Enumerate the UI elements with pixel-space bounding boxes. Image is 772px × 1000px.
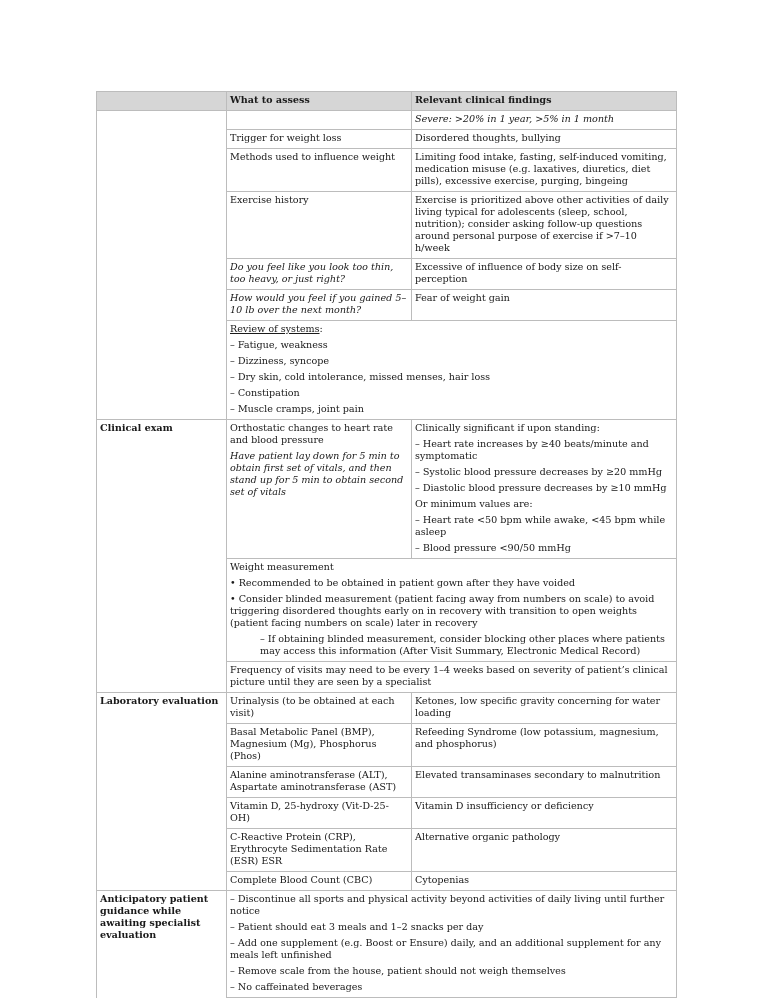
assess-cell: Methods used to influence weight (227, 149, 412, 192)
table-row (97, 111, 677, 130)
guidance-label: Anticipatory patient guidance while awaiting specialist evaluation (97, 891, 227, 998)
severe-assess-cell (227, 111, 412, 130)
lab-finding-cell: Vitamin D insufficiency or deficiency (412, 798, 677, 829)
orthostatic-finding: Or minimum values are: (415, 499, 533, 510)
history-label-cell (97, 111, 227, 130)
table-row (97, 130, 677, 149)
lab-assess-cell: Vitamin D, 25-hydroxy (Vit-D-25-OH) (227, 798, 412, 829)
lab-finding-cell: Refeeding Syndrome (low potassium, magnesium, and phosphorus) (412, 724, 677, 767)
weight-title: Weight measurement (230, 562, 334, 573)
finding-cell: Fear of weight gain (412, 290, 677, 321)
table-row (97, 192, 677, 259)
table-row (97, 872, 677, 891)
header-clinical-findings: Relevant clinical findings (412, 92, 677, 111)
lab-assess-cell: Complete Blood Count (CBC) (227, 872, 412, 891)
orthostatic-findings-cell (412, 420, 677, 559)
ros-colon: : (319, 324, 323, 335)
guidance-cell (227, 891, 677, 998)
assess-cell: Do you feel like you look too thin, too heavy, or just right? (227, 259, 412, 290)
orthostatic-finding: – Blood pressure <90/50 mmHg (415, 543, 571, 554)
table-row (97, 420, 677, 559)
table-row (97, 662, 677, 693)
weight-bullet: • Consider blinded measurement (patient facing away from numbers on scale) to avoid triggering disordered thoughts early on in recovery with transition to open weights (patient facing numbers on scale) later in recovery (230, 594, 655, 629)
table-row (97, 149, 677, 192)
weight-measurement-cell (227, 559, 677, 662)
table-row (97, 798, 677, 829)
lab-assess-cell: Urinalysis (to be obtained at each visit) (227, 693, 412, 724)
review-of-systems-cell (227, 321, 677, 420)
assess-cell: Trigger for weight loss (227, 130, 412, 149)
orthostatic-title: Orthostatic changes to heart rate and blood pressure (230, 423, 393, 446)
ros-item: – Dizziness, syncope (230, 356, 330, 367)
guidance-item: – No caffeinated beverages (230, 982, 363, 993)
ros-title-line (230, 324, 673, 336)
weight-bullet: • Recommended to be obtained in patient gown after they have voided (230, 578, 576, 589)
clinical-exam-label: Clinical exam (97, 420, 227, 559)
ros-item: – Muscle cramps, joint pain (230, 404, 364, 415)
guidance-item: – Remove scale from the house, patient should not weigh themselves (230, 966, 566, 977)
lab-assess-cell: Alanine aminotransferase (ALT), Aspartate aminotransferase (AST) (227, 767, 412, 798)
orthostatic-finding: – Heart rate increases by ≥40 beats/minute and symptomatic (415, 439, 649, 462)
ros-item: – Constipation (230, 388, 300, 399)
lab-finding-cell: Ketones, low specific gravity concerning for water loading (412, 693, 677, 724)
table-row (97, 724, 677, 767)
lab-assess-cell: C-Reactive Protein (CRP), Erythrocyte Sedimentation Rate (ESR) ESR (227, 829, 412, 872)
orthostatic-finding: Clinically significant if upon standing: (415, 423, 600, 434)
table-row (97, 891, 677, 998)
lab-finding-cell: Cytopenias (412, 872, 677, 891)
orthostatic-finding: – Systolic blood pressure decreases by ≥20 mmHg (415, 467, 663, 478)
orthostatic-note: Have patient lay down for 5 min to obtain first set of vitals, and then stand up for 5 min to obtain second set of vitals (230, 451, 404, 498)
orthostatic-finding: – Diastolic blood pressure decreases by ≥10 mmHg (415, 483, 667, 494)
assess-cell: Exercise history (227, 192, 412, 259)
finding-cell: Limiting food intake, fasting, self-induced vomiting, medication misuse (e.g. laxatives, diuretics, diet pills), excessive exercise, purging, bingeing (412, 149, 677, 192)
table-row (97, 321, 677, 420)
table-row (97, 693, 677, 724)
finding-cell: Excessive of influence of body size on self-perception (412, 259, 677, 290)
orthostatic-finding: – Heart rate <50 bpm while awake, <45 bpm while asleep (415, 515, 666, 538)
header-what-to-assess: What to assess (227, 92, 412, 111)
finding-cell: Exercise is prioritized above other activities of daily living typical for adolescents (sleep, school, nutrition); consider asking follow-up questions around personal purpose of exercise if >7–10 h/week (412, 192, 677, 259)
ros-item: – Dry skin, cold intolerance, missed menses, hair loss (230, 372, 491, 383)
table-row (97, 290, 677, 321)
visit-frequency: Frequency of visits may need to be every 1–4 weeks based on severity of patient’s clinical picture until they are seen by a specialist (227, 662, 677, 693)
lab-finding-cell: Elevated transaminases secondary to malnutrition (412, 767, 677, 798)
weight-sub-bullet: – If obtaining blinded measurement, consider blocking other places where patients may access this information (After Visit Summary, Electronic Medical Record) (260, 634, 665, 657)
finding-cell: Disordered thoughts, bullying (412, 130, 677, 149)
guidance-item: – Discontinue all sports and physical activity beyond activities of daily living until further notice (230, 894, 665, 917)
table-row (97, 767, 677, 798)
ros-title: Review of systems (230, 324, 320, 335)
table-row (97, 829, 677, 872)
lab-finding-cell: Alternative organic pathology (412, 829, 677, 872)
guidance-item: – Add one supplement (e.g. Boost or Ensure) daily, and an additional supplement for any meals left unfinished (230, 938, 662, 961)
header-col1 (97, 92, 227, 111)
assess-cell: How would you feel if you gained 5–10 lb over the next month? (227, 290, 412, 321)
lab-assess-cell: Basal Metabolic Panel (BMP), Magnesium (Mg), Phosphorus (Phos) (227, 724, 412, 767)
table-row (97, 559, 677, 662)
severe-note: Severe: >20% in 1 year, >5% in 1 month (412, 111, 677, 130)
table-row (97, 259, 677, 290)
ros-item: – Fatigue, weakness (230, 340, 328, 351)
guidance-item: – Patient should eat 3 meals and 1–2 snacks per day (230, 922, 484, 933)
orthostatic-assess-cell (227, 420, 412, 559)
assessment-table (96, 91, 677, 998)
laboratory-label: Laboratory evaluation (97, 693, 227, 724)
table-header-row (97, 92, 677, 111)
